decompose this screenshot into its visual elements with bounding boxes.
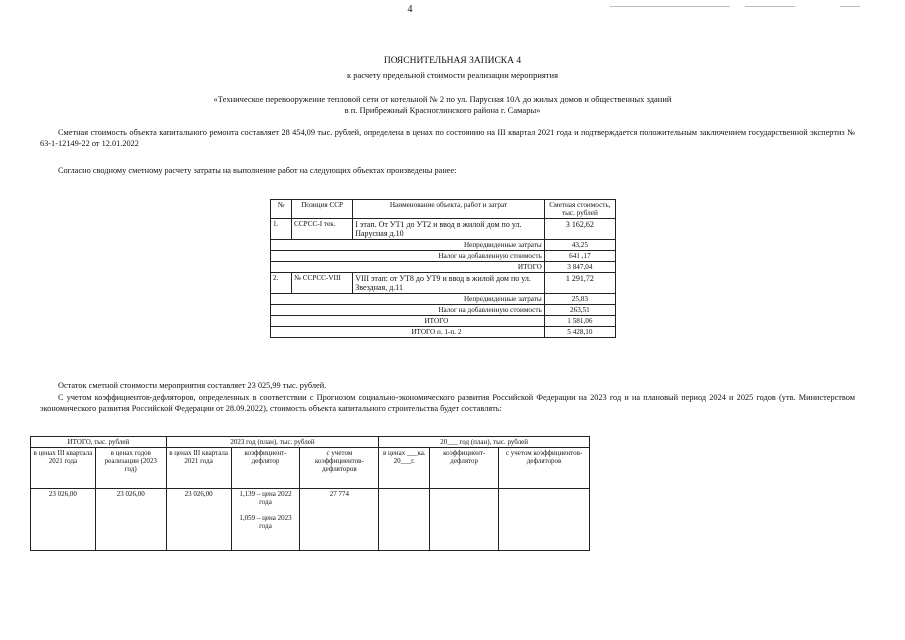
group-header-20xx: 20___ год (план), тыс. рублей bbox=[379, 437, 590, 448]
paragraph-previous-works-text: Согласно сводному сметному расчету затраты на выполнение работ на следующих объектах произведены ранее: bbox=[58, 166, 457, 175]
deflator-2022: 1,139 – цена 2022 года bbox=[239, 490, 292, 506]
deflator-2023: 1,059 – цена 2023 года bbox=[239, 514, 292, 530]
table-row bbox=[271, 251, 616, 262]
row-cost: 263,51 bbox=[544, 305, 615, 316]
table-row bbox=[271, 316, 616, 327]
value-plan-2021: 23 026,00 bbox=[166, 489, 231, 551]
row-name: VIII этап: от УТ8 до УТ9 и ввод в жилой дом по ул. Звездная, д.11 bbox=[353, 273, 545, 294]
row-cost: 641 ,17 bbox=[544, 251, 615, 262]
value-deflators bbox=[231, 489, 300, 551]
row-name: I этап. От УТ1 до УТ2 и ввод в жилой дом по ул. Парусная д.10 bbox=[353, 219, 545, 240]
table2-group-header-row bbox=[31, 437, 590, 448]
row-label: Налог на добавленную стоимость bbox=[271, 305, 545, 316]
value-total-2023: 23 026,00 bbox=[95, 489, 166, 551]
previous-costs-table bbox=[270, 199, 616, 338]
value-empty bbox=[499, 489, 590, 551]
table-row bbox=[271, 240, 616, 251]
table-row bbox=[31, 489, 590, 551]
table-row bbox=[271, 262, 616, 273]
paragraph-deflators bbox=[40, 392, 855, 414]
scan-line-decoration bbox=[745, 6, 795, 7]
value-empty bbox=[430, 489, 499, 551]
col-name-header: Наименование объекта, работ и затрат bbox=[353, 200, 545, 219]
document-title: ПОЯСНИТЕЛЬНАЯ ЗАПИСКА 4 bbox=[383, 56, 522, 66]
row-label: Непредвиденные затраты bbox=[271, 240, 545, 251]
paragraph-previous-works bbox=[40, 165, 855, 176]
sub-header: с учетом коэффициентов-дефляторов bbox=[300, 448, 379, 489]
sub-header: коэффициент-дефлятор bbox=[231, 448, 300, 489]
table-row bbox=[271, 294, 616, 305]
deflator-cost-table bbox=[30, 436, 590, 551]
sub-header: в ценах III квартала 2021 года bbox=[166, 448, 231, 489]
value-with-deflators: 27 774 bbox=[300, 489, 379, 551]
row-label: ИТОГО bbox=[271, 316, 545, 327]
project-name bbox=[0, 94, 885, 116]
row-cost: 25,83 bbox=[544, 294, 615, 305]
row-num: 1. bbox=[271, 219, 292, 240]
row-label: Налог на добавленную стоимость bbox=[271, 251, 545, 262]
row-label: ИТОГО п. 1-п. 2 bbox=[271, 327, 545, 338]
sub-header: в ценах годов реализации (2023 год) bbox=[95, 448, 166, 489]
row-num: 2. bbox=[271, 273, 292, 294]
sub-header: коэффициент-дефлятор bbox=[430, 448, 499, 489]
document-subtitle: к расчету предельной стоимости реализации мероприятия bbox=[347, 70, 558, 80]
table-row bbox=[271, 305, 616, 316]
row-cost: 1 581,06 bbox=[544, 316, 615, 327]
row-position: № ССРСС-VIII bbox=[292, 273, 353, 294]
table-row bbox=[271, 219, 616, 240]
group-header-total: ИТОГО, тыс. рублей bbox=[31, 437, 167, 448]
scan-line-decoration bbox=[610, 6, 730, 7]
paragraph-remaining-text: Остаток сметной стоимости мероприятия составляет 23 025,99 тыс. рублей. bbox=[58, 381, 327, 390]
row-cost: 43,25 bbox=[544, 240, 615, 251]
sub-header: в ценах ___ка. 20___г. bbox=[379, 448, 430, 489]
sub-header: в ценах III квартала 2021 года bbox=[31, 448, 96, 489]
col-cost-header: Сметная стоимость, тыс. рублей bbox=[544, 200, 615, 219]
col-position-header: Позиция ССР bbox=[292, 200, 353, 219]
scan-line-decoration bbox=[840, 6, 860, 7]
row-position: ССРСС-I тек. bbox=[292, 219, 353, 240]
paragraph-estimate-text: Сметная стоимость объекта капитального ремонта составляет 28 454,09 тыс. рублей, определена в ценах по состоянию на III квартал 2021 года и подтверждается положительным заключением государственной экспертиз № 63-1-12149-22 от 12.01.2022 bbox=[40, 128, 855, 148]
table2-sub-header-row bbox=[31, 448, 590, 489]
table-row bbox=[271, 327, 616, 338]
sub-header: с учетом коэффициентов-дефляторов bbox=[499, 448, 590, 489]
project-line-1: «Техническое перевооружение тепловой сети от котельной № 2 по ул. Парусная 10А до жилых домов и общественных зданий bbox=[213, 94, 672, 104]
row-cost: 5 428,10 bbox=[544, 327, 615, 338]
row-cost: 1 291,72 bbox=[544, 273, 615, 294]
table1-header-row bbox=[271, 200, 616, 219]
paragraph-estimate bbox=[40, 127, 855, 149]
paragraph-deflators-text: С учетом коэффициентов-дефляторов, определенных в соответствии с Прогнозом социально-экономического развития Российской Федерации на 2023 год и на плановый период 2024 и 2025 годов (утв. Министерством экономического развития Российской Федерации от 28.09.2022), стоимость объекта капитального строительства будет составлять: bbox=[40, 393, 855, 413]
paragraph-remaining bbox=[40, 380, 855, 391]
row-cost: 3 847,04 bbox=[544, 262, 615, 273]
col-num-header: № bbox=[271, 200, 292, 219]
group-header-2023: 2023 год (план), тыс. рублей bbox=[166, 437, 379, 448]
value-empty bbox=[379, 489, 430, 551]
table-row bbox=[271, 273, 616, 294]
row-cost: 3 162,62 bbox=[544, 219, 615, 240]
value-total-2021: 23 026,00 bbox=[31, 489, 96, 551]
row-label: Непредвиденные затраты bbox=[271, 294, 545, 305]
page-number: 4 bbox=[407, 4, 413, 15]
row-label: ИТОГО bbox=[271, 262, 545, 273]
project-line-2: в п. Прибрежный Красноглинского района г. Самары» bbox=[344, 105, 541, 115]
